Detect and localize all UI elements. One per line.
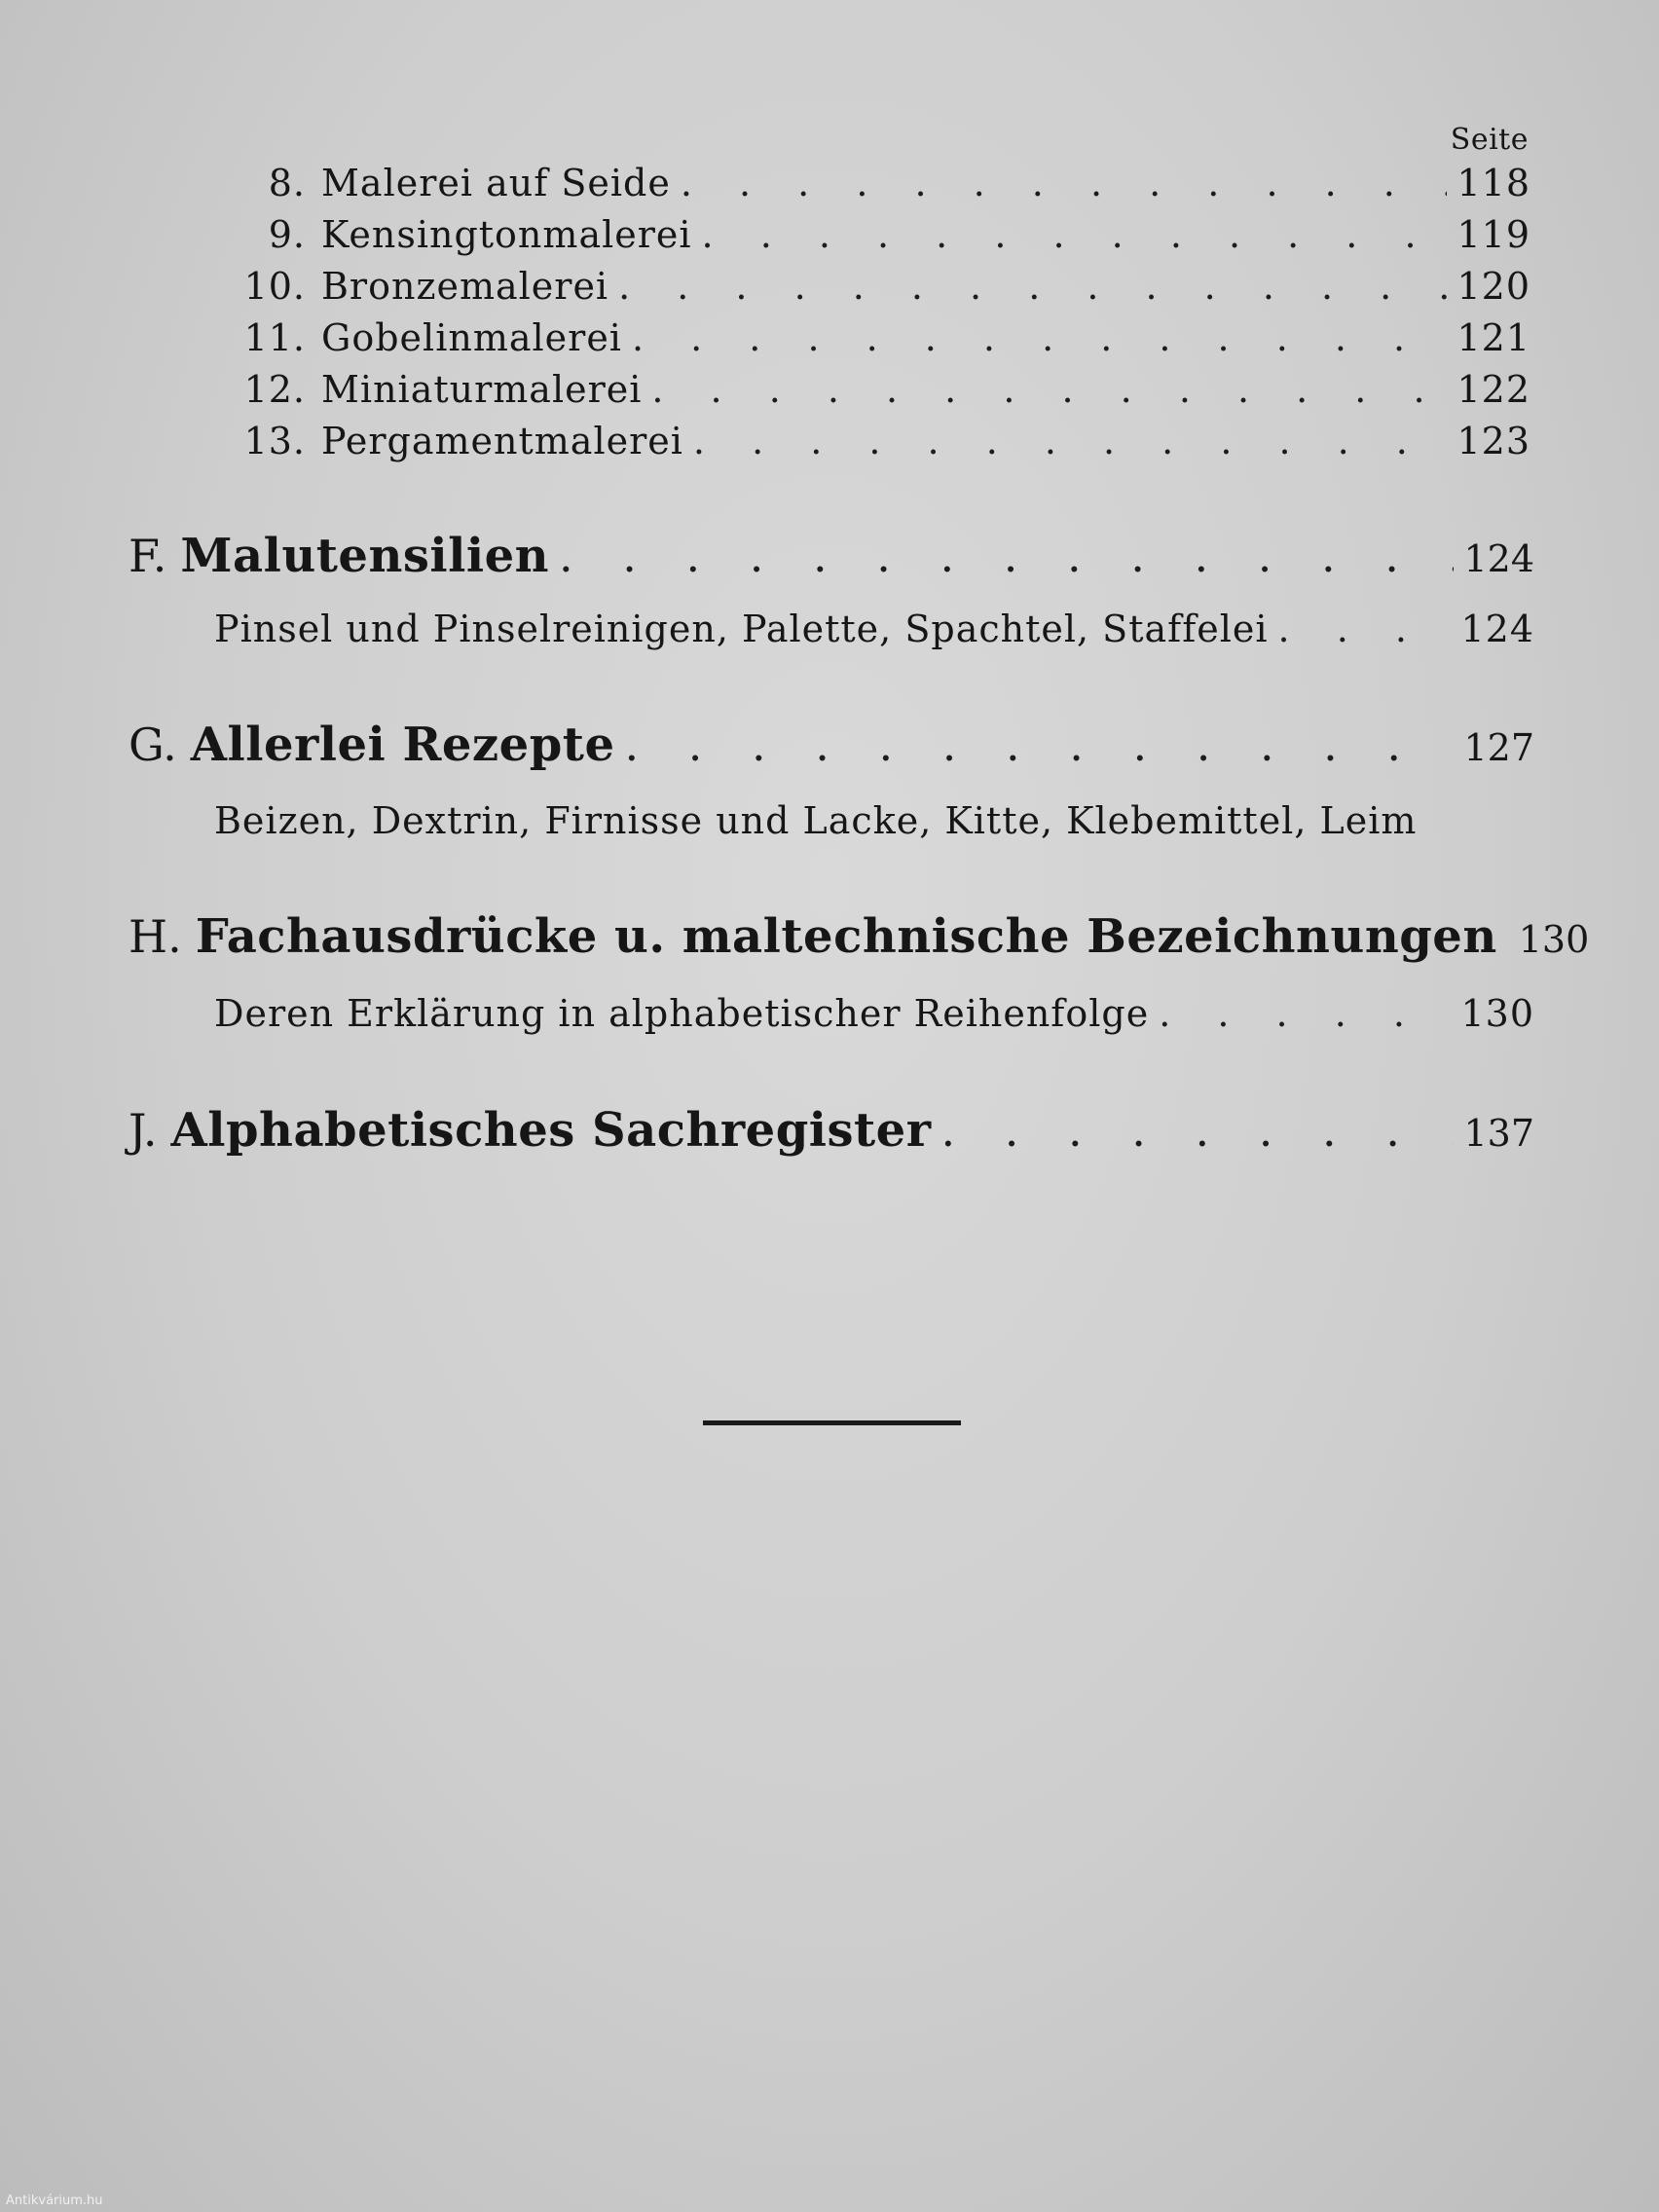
dot-leader <box>681 162 1448 204</box>
section-g-description <box>214 799 1534 842</box>
description-page: 124 <box>1460 608 1534 650</box>
subentry-page: 121 <box>1456 316 1530 359</box>
subentry-label: Kensingtonmalerei <box>321 213 692 256</box>
dot-leader <box>618 265 1447 308</box>
toc-section-g <box>129 718 1534 772</box>
description-text: Pinsel und Pinselreinigen, Palette, Spachtel, Staffelei <box>214 608 1269 650</box>
closing-rule <box>703 1420 961 1425</box>
section-f-description <box>214 608 1534 650</box>
section-page: 137 <box>1463 1112 1534 1155</box>
subentry-number: 12. <box>243 368 306 411</box>
toc-section-h <box>129 909 1590 964</box>
section-letter: H. <box>129 910 182 963</box>
subentry-label: Bronzemalerei <box>321 265 609 308</box>
seite-column-header: Seite <box>1450 123 1529 157</box>
section-title: Malutensilien <box>180 529 550 583</box>
subentry-page: 119 <box>1456 213 1530 256</box>
toc-section-j <box>129 1103 1534 1158</box>
section-page: 127 <box>1463 726 1534 769</box>
subentry-label: Gobelinmalerei <box>321 316 622 359</box>
dot-leader <box>559 530 1454 582</box>
section-title: Allerlei Rezepte <box>190 718 615 772</box>
subentry-label: Malerei auf Seide <box>321 162 671 204</box>
section-page: 124 <box>1463 537 1534 580</box>
toc-subentry <box>240 265 1530 308</box>
dot-leader <box>693 420 1448 462</box>
toc-subentry <box>240 162 1530 204</box>
toc-section-f <box>129 529 1534 583</box>
section-letter: G. <box>129 719 177 771</box>
section-page: 130 <box>1518 918 1590 961</box>
section-letter: J. <box>129 1104 158 1157</box>
dot-leader <box>941 1104 1455 1157</box>
toc-subentry <box>240 316 1530 359</box>
subentry-page: 122 <box>1456 368 1530 411</box>
subentry-page: 123 <box>1456 420 1530 462</box>
watermark: Antikvárium.hu <box>6 2194 103 2208</box>
subentry-number: 13. <box>243 420 306 462</box>
dot-leader <box>1278 608 1452 650</box>
dot-leader <box>632 316 1448 359</box>
section-letter: F. <box>129 530 167 582</box>
description-text: Beizen, Dextrin, Firnisse und Lacke, Kitte, Klebemittel, Leim <box>214 799 1418 842</box>
subentry-number: 9. <box>268 213 306 256</box>
dot-leader <box>702 213 1448 256</box>
toc-subentry <box>240 420 1530 462</box>
subentry-page: 120 <box>1456 265 1530 308</box>
dot-leader <box>625 719 1455 771</box>
section-title: Fachausdrücke u. maltechnische Bezeichnungen <box>195 909 1497 964</box>
subentry-number: 11. <box>243 316 306 359</box>
subentry-label: Miniaturmalerei <box>321 368 643 411</box>
subentry-number: 10. <box>243 265 306 308</box>
section-title: Alphabetisches Sachregister <box>170 1103 932 1158</box>
description-text: Deren Erklärung in alphabetischer Reihenfolge <box>214 992 1150 1035</box>
toc-subentry <box>240 213 1530 256</box>
dot-leader <box>651 368 1447 411</box>
section-h-description <box>214 992 1534 1035</box>
description-page: 130 <box>1460 992 1534 1035</box>
subentry-label: Pergamentmalerei <box>321 420 683 462</box>
subentry-number: 8. <box>268 162 306 204</box>
subentry-page: 118 <box>1456 162 1530 204</box>
dot-leader <box>1159 992 1451 1035</box>
toc-subentry <box>240 368 1530 411</box>
